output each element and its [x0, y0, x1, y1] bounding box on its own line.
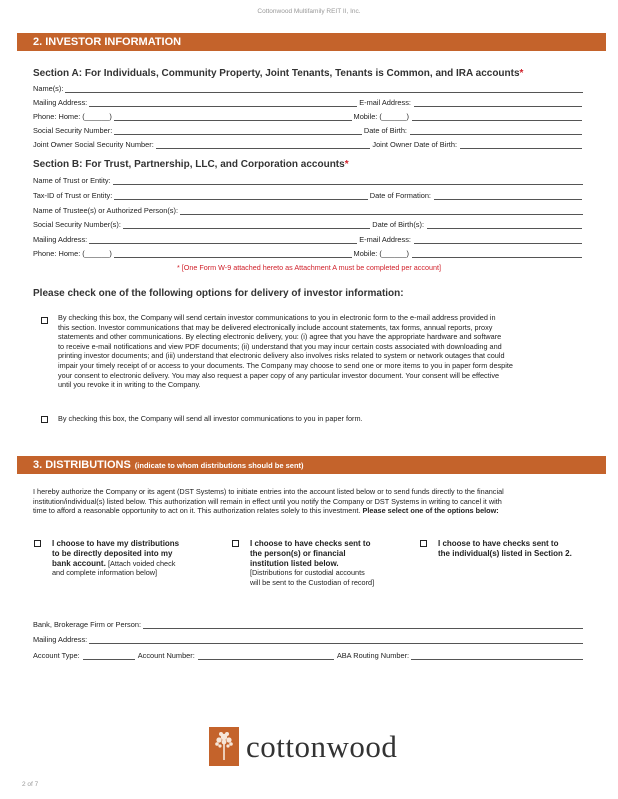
bank-field[interactable]: Bank, Brokerage Firm or Person: [33, 617, 585, 629]
mailing-email-row[interactable]: Mailing Address: E-mail Address: [33, 95, 585, 107]
bank-mailing-field[interactable]: Mailing Address: [33, 632, 585, 644]
direct-deposit-option: I choose to have my distributions to be directly deposited into my bank account. [Attach voided check and complete information below] [52, 539, 180, 578]
tree-icon [209, 727, 239, 766]
b-ssn-dob-row[interactable]: Social Security Number(s): Date of Birth(s): [33, 217, 585, 229]
page-header: Cottonwood Multifamily REIT II, Inc. [257, 8, 361, 15]
trust-name-field[interactable]: Name of Trust or Entity: [33, 173, 585, 185]
electronic-delivery-text: By checking this box, the Company will send certain investor communications to you in electronic form to the e-mail address provided in this section. Investor communications that may be delivered electronically include account statements, tax forms, annual reports, proxy statements and other communications. By electing electronic delivery, you: (i) agree that you have the appropriate hardware and software to receive e-mail notifications and view PDF documents; (ii) understand that you may incur certain costs associated with downloading and printing investor documents; and (iii) understand that electronic delivery also involves risks related to system or network outages that could impair your timely receipt of or access to your documents. The Company may choose to send one or more items to you in paper form despite your consent to electronic delivery. You may also request a paper copy of any particular investor document. Your consent will be effective until you revoke it in writing to the Company. [58, 313, 513, 390]
joint-owner-row[interactable]: Joint Owner Social Security Number: Joint Owner Date of Birth: [33, 137, 585, 149]
delivery-title: Please check one of the following options for delivery of investor information: [33, 288, 404, 299]
electronic-delivery-checkbox[interactable] [41, 317, 48, 324]
section3-title-bar [17, 456, 606, 474]
page-number: 2 of 7 [22, 781, 39, 788]
w9-note: * [One Form W-9 attached hereto as Attachment A must be completed per account] [177, 263, 441, 272]
account-row[interactable]: Account Type: Account Number: ABA Routing Number: [33, 648, 585, 660]
b-phone-row[interactable]: Phone: Home: (______) Mobile: (______) [33, 246, 585, 258]
b-mailing-email-row[interactable]: Mailing Address: E-mail Address: [33, 232, 585, 244]
paper-delivery-checkbox[interactable] [41, 416, 48, 423]
section3-subtitle: (indicate to whom distributions should be sent) [134, 461, 304, 470]
tax-id-row[interactable]: Tax-ID of Trust or Entity: Date of Formation: [33, 188, 585, 200]
logo-wordmark: cottonwood [246, 729, 398, 764]
cottonwood-logo-icon [209, 727, 239, 766]
phone-row[interactable]: Phone: Home: (______) Mobile: (______) [33, 109, 585, 121]
checks-to-institution-option: I choose to have checks sent to the person(s) or financial institution listed below. [Distributions for custodial accounts will be sent to the Custodian of record] [250, 539, 375, 588]
authorization-text: I hereby authorize the Company or its agent (DST Systems) to initiate entries into the account listed below or to send funds directly to the financial institution/individual(s) listed below. This authorization will remain in effect until you notify the Company or DST Systems in writing to cancel it with time to afford a reasonable opportunity to act on it. This authorization relates solely to this investment. Please select one of the options below: [33, 487, 504, 516]
section3-title: 3. DISTRIBUTIONS [33, 459, 131, 471]
checks-to-individual-option: I choose to have checks sent to the individual(s) listed in Section 2. [438, 539, 572, 558]
paper-delivery-text: By checking this box, the Company will send all investor communications to you in paper form. [58, 414, 363, 423]
checks-to-individual-checkbox[interactable] [420, 540, 427, 547]
section-b-title: Section B: For Trust, Partnership, LLC, and Corporation accounts* [33, 159, 349, 170]
direct-deposit-checkbox[interactable] [34, 540, 41, 547]
trustee-field[interactable]: Name of Trustee(s) or Authorized Person(s): [33, 203, 585, 215]
ssn-dob-row[interactable]: Social Security Number: Date of Birth: [33, 123, 585, 135]
section2-title: 2. INVESTOR INFORMATION [33, 36, 182, 48]
names-field[interactable]: Name(s): [33, 81, 585, 93]
section-a-title: Section A: For Individuals, Community Property, Joint Tenants, Tenants is Common, and IRA accounts* [33, 68, 524, 79]
checks-to-institution-checkbox[interactable] [232, 540, 239, 547]
section2-title-bar [17, 33, 606, 51]
